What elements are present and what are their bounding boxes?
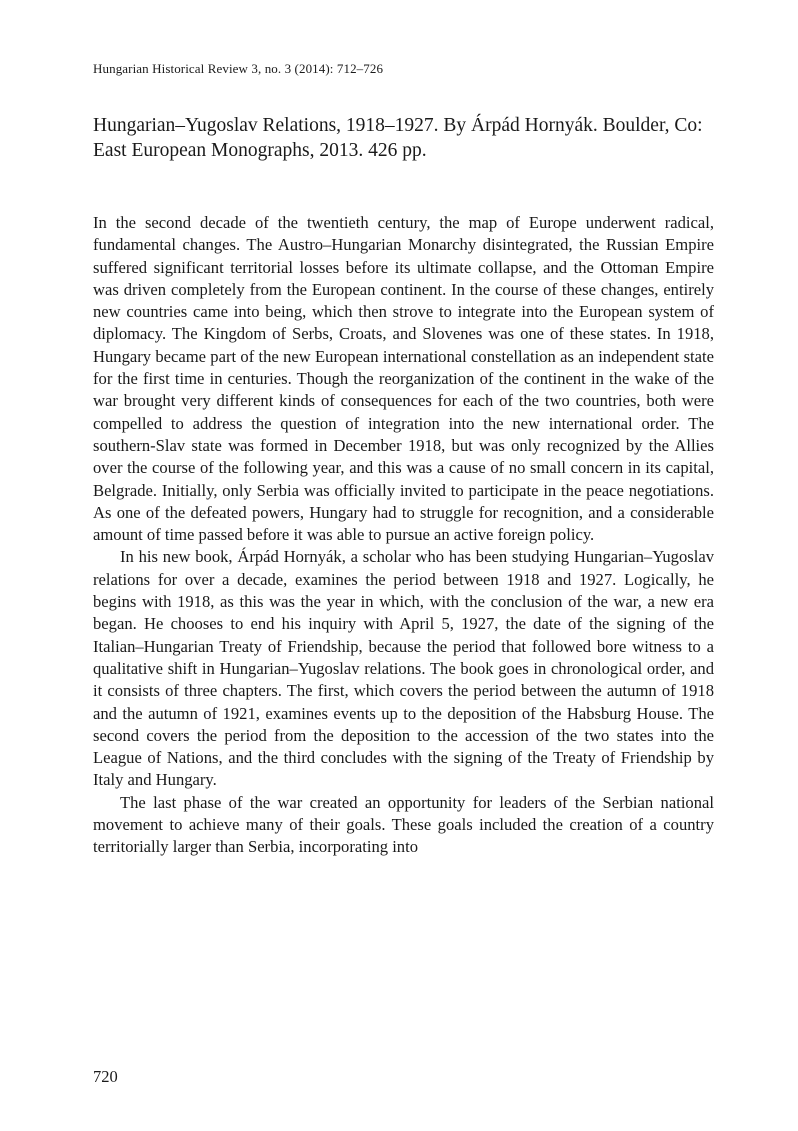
paragraph-1: In the second decade of the twentieth century, the map of Europe underwent radical, fundamental changes. The Austro–Hungarian Monarchy disintegrated, the Russian Empire suffered significant territorial losses before its ultimate collapse, and the Ottoman Empire was driven completely from the European continent. In the course of these changes, entirely new countries came into being, which then strove to integrate into the European system of diplomacy. The Kingdom of Serbs, Croats, and Slovenes was one of these states. In 1918, Hungary became part of the new European international constellation as an independent state for the first time in centuries. Though the reorganization of the continent in the wake of the war brought very different kinds of consequences for each of the two countries, both were compelled to address the question of integration into the new international order. The southern-Slav state was formed in December 1918, but was only recognized by the Allies over the course of the following year, and this was a cause of no small concern in its capital, Belgrade. Initially, only Serbia was officially invited to participate in the peace negotiations. As one of the defeated powers, Hungary had to struggle for recognition, and a considerable amount of time passed before it was able to pursue an active foreign policy.	[93, 213, 714, 545]
paragraph-3: The last phase of the war created an opportunity for leaders of the Serbian national movement to achieve many of their goals. These goals included the creation of a country territorially larger than Serbia, incorporating into	[93, 792, 714, 857]
review-title: Hungarian–Yugoslav Relations, 1918–1927. By Árpád Hornyák. Boulder, Co: East European Monographs, 2013. 426 pp.	[93, 115, 703, 161]
page-number: 720	[93, 1067, 118, 1086]
running-head: Hungarian Historical Review 3, no. 3 (2014): 712–726	[93, 61, 384, 76]
review-body	[93, 212, 714, 859]
paragraph-2: In his new book, Árpád Hornyák, a scholar who has been studying Hungarian–Yugoslav relations for over a decade, examines the period between 1918 and 1927. Logically, he begins with 1918, as this was the year in which, with the conclusion of the war, a new era began. He chooses to end his inquiry with April 5, 1927, the date of the signing of the Italian–Hungarian Treaty of Friendship, because the period that followed bore witness to a qualitative shift in Hungarian–Yugoslav relations. The book goes in chronological order, and it consists of three chapters. The first, which covers the period between the autumn of 1918 and the autumn of 1921, examines events up to the deposition of the Habsburg House. The second covers the period from the deposition to the accession of the two states into the League of Nations, and the third concludes with the signing of the Treaty of Friendship by Italy and Hungary.	[93, 547, 714, 790]
